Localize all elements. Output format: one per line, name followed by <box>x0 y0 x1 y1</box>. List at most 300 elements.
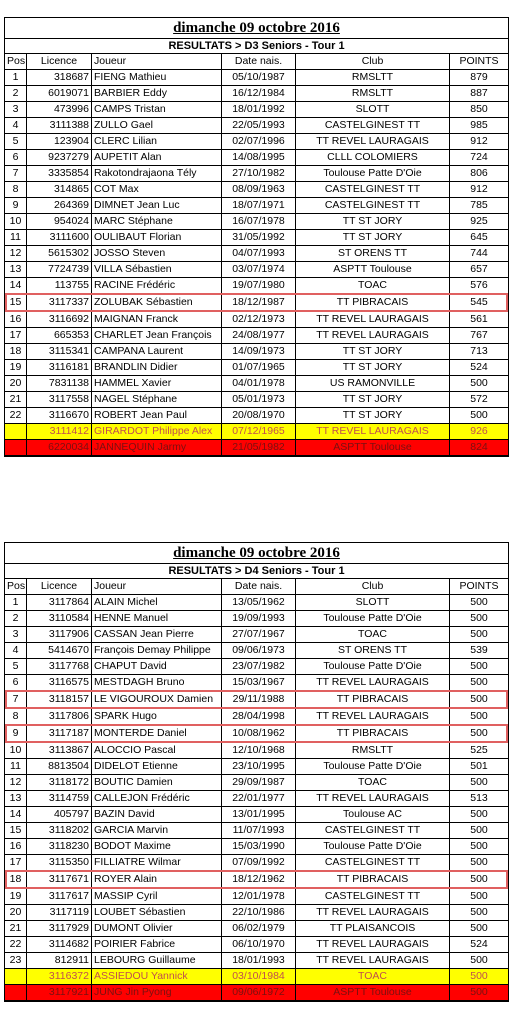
cell-licence: 3114682 <box>27 937 92 953</box>
cell-birthdate: 23/10/1995 <box>222 759 296 775</box>
cell-club: CASTELGINEST TT <box>296 182 450 198</box>
table-row <box>5 855 508 872</box>
cell-licence: 3117921 <box>27 985 92 1001</box>
cell-points: 879 <box>450 70 509 86</box>
cell-licence: 3118172 <box>27 775 92 791</box>
cell-birthdate: 27/07/1967 <box>222 627 296 643</box>
table-row <box>5 262 508 278</box>
cell-player-name: CLERC Lilian <box>92 134 222 150</box>
cell-club: CASTELGINEST TT <box>296 198 450 214</box>
cell-player-name: ZULLO Gael <box>92 118 222 134</box>
cell-birthdate: 24/08/1977 <box>222 328 296 344</box>
table-row <box>5 905 508 921</box>
cell-player-name: LOUBET Sébastien <box>92 905 222 921</box>
cell-club: CLLL COLOMIERS <box>296 150 450 166</box>
cell-pos: 7 <box>5 691 27 708</box>
cell-player-name: RACINE Frédéric <box>92 278 222 295</box>
table-row <box>5 985 508 1001</box>
cell-player-name: GARCIA Marvin <box>92 823 222 839</box>
cell-pos: 14 <box>5 278 27 295</box>
cell-points: 500 <box>450 775 509 791</box>
cell-player-name: MESTDAGH Bruno <box>92 675 222 692</box>
cell-points: 500 <box>450 408 509 424</box>
cell-licence: 9237279 <box>27 150 92 166</box>
cell-club: TT ST JORY <box>296 214 450 230</box>
cell-points: 785 <box>450 198 509 214</box>
cell-player-name: ROYER Alain <box>92 871 222 888</box>
cell-points: 713 <box>450 344 509 360</box>
table-row <box>5 392 508 408</box>
cell-pos: 12 <box>5 246 27 262</box>
cell-points: 545 <box>450 294 509 311</box>
cell-licence: 8813504 <box>27 759 92 775</box>
cell-birthdate: 15/03/1990 <box>222 839 296 855</box>
cell-birthdate: 28/04/1998 <box>222 708 296 725</box>
cell-player-name: Rakotondrajaona Tély <box>92 166 222 182</box>
table-row <box>5 150 508 166</box>
table-row <box>5 440 508 456</box>
cell-licence: 3115350 <box>27 855 92 872</box>
cell-club: TT REVEL LAURAGAIS <box>296 675 450 692</box>
cell-club: ST ORENS TT <box>296 643 450 659</box>
cell-club: Toulouse AC <box>296 807 450 823</box>
cell-points: 524 <box>450 360 509 376</box>
cell-licence: 3117187 <box>27 725 92 742</box>
cell-player-name: BAZIN David <box>92 807 222 823</box>
table-row <box>5 839 508 855</box>
cell-birthdate: 02/12/1973 <box>222 311 296 328</box>
cell-club: TT PLAISANCOIS <box>296 921 450 937</box>
cell-player-name: GIRARDOT Philippe Alex <box>92 424 222 440</box>
cell-club: ASPTT Toulouse <box>296 262 450 278</box>
cell-licence: 3117906 <box>27 627 92 643</box>
results-table <box>5 54 508 456</box>
cell-birthdate: 20/08/1970 <box>222 408 296 424</box>
cell-birthdate: 03/10/1984 <box>222 969 296 985</box>
cell-points: 513 <box>450 791 509 807</box>
cell-pos: 13 <box>5 791 27 807</box>
cell-club: TOAC <box>296 627 450 643</box>
cell-pos: 20 <box>5 905 27 921</box>
cell-player-name: SPARK Hugo <box>92 708 222 725</box>
header-licence: Licence <box>27 54 92 70</box>
cell-player-name: HAMMEL Xavier <box>92 376 222 392</box>
cell-points: 525 <box>450 742 509 759</box>
cell-pos: 23 <box>5 953 27 969</box>
cell-birthdate: 27/10/1982 <box>222 166 296 182</box>
table-row <box>5 166 508 182</box>
cell-points: 500 <box>450 691 509 708</box>
cell-pos: 11 <box>5 759 27 775</box>
cell-player-name: NAGEL Stéphane <box>92 392 222 408</box>
results-table <box>5 579 508 1001</box>
cell-club: TT REVEL LAURAGAIS <box>296 311 450 328</box>
cell-player-name: MASSIP Cyril <box>92 888 222 905</box>
cell-club: Toulouse Patte D'Oie <box>296 659 450 675</box>
cell-player-name: DUMONT Olivier <box>92 921 222 937</box>
cell-points: 657 <box>450 262 509 278</box>
cell-club: Toulouse Patte D'Oie <box>296 839 450 855</box>
cell-birthdate: 04/01/1978 <box>222 376 296 392</box>
cell-points: 500 <box>450 675 509 692</box>
cell-licence: 3117806 <box>27 708 92 725</box>
cell-pos: 2 <box>5 611 27 627</box>
cell-points: 500 <box>450 969 509 985</box>
table-row <box>5 611 508 627</box>
cell-points: 500 <box>450 888 509 905</box>
table-row <box>5 595 508 611</box>
cell-birthdate: 10/08/1962 <box>222 725 296 742</box>
cell-points: 912 <box>450 182 509 198</box>
cell-player-name: JOSSO Steven <box>92 246 222 262</box>
cell-licence: 3117617 <box>27 888 92 905</box>
table-row <box>5 659 508 675</box>
table-row <box>5 759 508 775</box>
cell-points: 500 <box>450 376 509 392</box>
cell-pos: 2 <box>5 86 27 102</box>
cell-points: 850 <box>450 102 509 118</box>
cell-birthdate: 05/01/1973 <box>222 392 296 408</box>
cell-pos: 20 <box>5 376 27 392</box>
table-header-row <box>5 54 508 70</box>
cell-points: 500 <box>450 871 509 888</box>
cell-pos: 19 <box>5 360 27 376</box>
cell-club: RMSLTT <box>296 86 450 102</box>
cell-club: TOAC <box>296 969 450 985</box>
cell-licence: 3116692 <box>27 311 92 328</box>
cell-club: Toulouse Patte D'Oie <box>296 166 450 182</box>
cell-pos: 1 <box>5 70 27 86</box>
cell-licence: 264369 <box>27 198 92 214</box>
cell-birthdate: 12/01/1978 <box>222 888 296 905</box>
table-row <box>5 230 508 246</box>
cell-licence: 405797 <box>27 807 92 823</box>
cell-licence: 3117558 <box>27 392 92 408</box>
cell-points: 500 <box>450 839 509 855</box>
cell-pos: 5 <box>5 134 27 150</box>
cell-player-name: CHARLET Jean François <box>92 328 222 344</box>
cell-licence: 812911 <box>27 953 92 969</box>
cell-points: 645 <box>450 230 509 246</box>
cell-points: 500 <box>450 921 509 937</box>
cell-player-name: MONTERDE Daniel <box>92 725 222 742</box>
cell-club: TT PIBRACAIS <box>296 725 450 742</box>
cell-birthdate: 02/07/1996 <box>222 134 296 150</box>
cell-licence: 3118202 <box>27 823 92 839</box>
table-row <box>5 102 508 118</box>
cell-birthdate: 09/06/1973 <box>222 643 296 659</box>
cell-licence: 3117768 <box>27 659 92 675</box>
cell-birthdate: 13/01/1995 <box>222 807 296 823</box>
cell-birthdate: 22/01/1977 <box>222 791 296 807</box>
cell-licence: 3117671 <box>27 871 92 888</box>
cell-club: Toulouse Patte D'Oie <box>296 759 450 775</box>
cell-club: TT ST JORY <box>296 230 450 246</box>
cell-birthdate: 18/07/1971 <box>222 198 296 214</box>
table-row <box>5 775 508 791</box>
cell-birthdate: 19/07/1980 <box>222 278 296 295</box>
cell-pos: 9 <box>5 198 27 214</box>
cell-points: 539 <box>450 643 509 659</box>
cell-birthdate: 29/11/1988 <box>222 691 296 708</box>
cell-points: 561 <box>450 311 509 328</box>
cell-licence: 6220034 <box>27 440 92 456</box>
cell-club: SLOTT <box>296 102 450 118</box>
cell-licence: 3116575 <box>27 675 92 692</box>
cell-pos: 21 <box>5 392 27 408</box>
table-row <box>5 214 508 230</box>
cell-points: 500 <box>450 953 509 969</box>
cell-points: 500 <box>450 985 509 1001</box>
cell-pos: 8 <box>5 708 27 725</box>
table-row <box>5 408 508 424</box>
cell-birthdate: 05/10/1987 <box>222 70 296 86</box>
table-row <box>5 742 508 759</box>
cell-licence: 123904 <box>27 134 92 150</box>
cell-club: TT PIBRACAIS <box>296 294 450 311</box>
table-row <box>5 791 508 807</box>
table-row <box>5 134 508 150</box>
cell-licence: 3118230 <box>27 839 92 855</box>
sheet-subtitle: RESULTATS > D4 Seniors - Tour 1 <box>5 564 508 579</box>
header-player: Joueur <box>92 54 222 70</box>
cell-points: 500 <box>450 905 509 921</box>
cell-birthdate: 01/07/1965 <box>222 360 296 376</box>
cell-pos: 15 <box>5 823 27 839</box>
cell-pos <box>5 985 27 1001</box>
results-sheet-d3 <box>4 17 509 457</box>
cell-points: 744 <box>450 246 509 262</box>
cell-birthdate: 31/05/1992 <box>222 230 296 246</box>
cell-licence: 6019071 <box>27 86 92 102</box>
cell-player-name: CALLEJON Frédéric <box>92 791 222 807</box>
cell-club: TT REVEL LAURAGAIS <box>296 953 450 969</box>
cell-points: 500 <box>450 807 509 823</box>
cell-player-name: ALAIN Michel <box>92 595 222 611</box>
cell-licence: 3113867 <box>27 742 92 759</box>
table-header-row <box>5 579 508 595</box>
cell-club: TT PIBRACAIS <box>296 871 450 888</box>
cell-club: CASTELGINEST TT <box>296 118 450 134</box>
cell-licence: 3117929 <box>27 921 92 937</box>
cell-club: TT REVEL LAURAGAIS <box>296 424 450 440</box>
table-row <box>5 278 508 295</box>
cell-points: 501 <box>450 759 509 775</box>
table-row <box>5 328 508 344</box>
cell-pos: 13 <box>5 262 27 278</box>
cell-licence: 3111600 <box>27 230 92 246</box>
cell-player-name: BODOT Maxime <box>92 839 222 855</box>
table-row <box>5 294 508 311</box>
cell-pos: 12 <box>5 775 27 791</box>
cell-licence: 3111412 <box>27 424 92 440</box>
cell-birthdate: 04/07/1993 <box>222 246 296 262</box>
cell-player-name: JUNG Jin Pyong <box>92 985 222 1001</box>
cell-club: Toulouse Patte D'Oie <box>296 611 450 627</box>
cell-birthdate: 21/05/1982 <box>222 440 296 456</box>
cell-player-name: ZOLUBAK Sébastien <box>92 294 222 311</box>
table-row <box>5 311 508 328</box>
header-licence: Licence <box>27 579 92 595</box>
cell-licence: 3116181 <box>27 360 92 376</box>
cell-points: 925 <box>450 214 509 230</box>
header-pos: Pos <box>5 579 27 595</box>
cell-birthdate: 07/09/1992 <box>222 855 296 872</box>
table-row <box>5 888 508 905</box>
cell-licence: 3335854 <box>27 166 92 182</box>
cell-birthdate: 12/10/1968 <box>222 742 296 759</box>
cell-birthdate: 14/09/1973 <box>222 344 296 360</box>
cell-player-name: ROBERT Jean Paul <box>92 408 222 424</box>
cell-player-name: JANNEQUIN Jarmy <box>92 440 222 456</box>
cell-birthdate: 18/01/1992 <box>222 102 296 118</box>
cell-player-name: DIMNET Jean Luc <box>92 198 222 214</box>
cell-club: TT REVEL LAURAGAIS <box>296 134 450 150</box>
cell-birthdate: 18/12/1987 <box>222 294 296 311</box>
cell-player-name: BARBIER Eddy <box>92 86 222 102</box>
cell-birthdate: 19/09/1993 <box>222 611 296 627</box>
sheet-date-title: dimanche 09 octobre 2016 <box>5 18 508 39</box>
cell-club: TT REVEL LAURAGAIS <box>296 937 450 953</box>
cell-pos: 17 <box>5 855 27 872</box>
cell-pos <box>5 969 27 985</box>
header-player: Joueur <box>92 579 222 595</box>
cell-pos: 5 <box>5 659 27 675</box>
cell-player-name: POIRIER Fabrice <box>92 937 222 953</box>
cell-club: TT ST JORY <box>296 392 450 408</box>
cell-licence: 3118157 <box>27 691 92 708</box>
cell-licence: 473996 <box>27 102 92 118</box>
cell-player-name: CAMPANA Laurent <box>92 344 222 360</box>
cell-birthdate: 11/07/1993 <box>222 823 296 839</box>
cell-pos: 16 <box>5 839 27 855</box>
cell-club: RMSLTT <box>296 70 450 86</box>
header-club: Club <box>296 579 450 595</box>
cell-licence: 5615302 <box>27 246 92 262</box>
cell-pos: 15 <box>5 294 27 311</box>
cell-points: 500 <box>450 595 509 611</box>
cell-birthdate: 16/12/1984 <box>222 86 296 102</box>
header-birthdate: Date nais. <box>222 579 296 595</box>
cell-player-name: LEBOURG Guillaume <box>92 953 222 969</box>
cell-points: 500 <box>450 708 509 725</box>
table-row <box>5 871 508 888</box>
cell-birthdate: 06/02/1979 <box>222 921 296 937</box>
cell-player-name: LE VIGOUROUX Damien <box>92 691 222 708</box>
table-row <box>5 246 508 262</box>
table-row <box>5 691 508 708</box>
cell-club: TT REVEL LAURAGAIS <box>296 328 450 344</box>
cell-player-name: BRANDLIN Didier <box>92 360 222 376</box>
cell-club: TT ST JORY <box>296 408 450 424</box>
cell-club: TT PIBRACAIS <box>296 691 450 708</box>
cell-points: 926 <box>450 424 509 440</box>
cell-club: TT REVEL LAURAGAIS <box>296 905 450 921</box>
table-row <box>5 182 508 198</box>
cell-points: 767 <box>450 328 509 344</box>
table-row <box>5 627 508 643</box>
cell-birthdate: 18/12/1962 <box>222 871 296 888</box>
cell-player-name: VILLA Sébastien <box>92 262 222 278</box>
table-row <box>5 708 508 725</box>
cell-player-name: CHAPUT David <box>92 659 222 675</box>
cell-pos: 18 <box>5 871 27 888</box>
cell-pos: 8 <box>5 182 27 198</box>
header-points: POINTS <box>450 579 509 595</box>
table-row <box>5 643 508 659</box>
cell-club: ST ORENS TT <box>296 246 450 262</box>
cell-points: 500 <box>450 855 509 872</box>
cell-points: 500 <box>450 611 509 627</box>
table-row <box>5 118 508 134</box>
cell-player-name: OULIBAUT Florian <box>92 230 222 246</box>
cell-pos: 18 <box>5 344 27 360</box>
cell-pos: 21 <box>5 921 27 937</box>
table-row <box>5 807 508 823</box>
cell-player-name: BOUTIC Damien <box>92 775 222 791</box>
header-birthdate: Date nais. <box>222 54 296 70</box>
cell-points: 824 <box>450 440 509 456</box>
table-row <box>5 360 508 376</box>
cell-pos: 4 <box>5 643 27 659</box>
cell-points: 576 <box>450 278 509 295</box>
cell-licence: 3116670 <box>27 408 92 424</box>
cell-club: TT ST JORY <box>296 344 450 360</box>
header-pos: Pos <box>5 54 27 70</box>
cell-player-name: ALOCCIO Pascal <box>92 742 222 759</box>
cell-player-name: MAIGNAN Franck <box>92 311 222 328</box>
cell-points: 806 <box>450 166 509 182</box>
cell-club: RMSLTT <box>296 742 450 759</box>
cell-licence: 5414670 <box>27 643 92 659</box>
cell-pos: 6 <box>5 675 27 692</box>
cell-club: ASPTT Toulouse <box>296 985 450 1001</box>
cell-points: 572 <box>450 392 509 408</box>
header-points: POINTS <box>450 54 509 70</box>
cell-player-name: DIDELOT Etienne <box>92 759 222 775</box>
cell-licence: 954024 <box>27 214 92 230</box>
cell-licence: 3117864 <box>27 595 92 611</box>
cell-licence: 3111388 <box>27 118 92 134</box>
cell-pos: 17 <box>5 328 27 344</box>
cell-birthdate: 09/06/1972 <box>222 985 296 1001</box>
cell-birthdate: 16/07/1978 <box>222 214 296 230</box>
cell-club: TT REVEL LAURAGAIS <box>296 708 450 725</box>
cell-player-name: FILLIATRE Wilmar <box>92 855 222 872</box>
cell-player-name: AUPETIT Alan <box>92 150 222 166</box>
cell-birthdate: 03/07/1974 <box>222 262 296 278</box>
cell-club: CASTELGINEST TT <box>296 888 450 905</box>
cell-player-name: HENNE Manuel <box>92 611 222 627</box>
cell-player-name: FIENG Mathieu <box>92 70 222 86</box>
cell-licence: 113755 <box>27 278 92 295</box>
cell-pos: 10 <box>5 742 27 759</box>
cell-licence: 3116372 <box>27 969 92 985</box>
cell-pos: 14 <box>5 807 27 823</box>
results-sheet-d4 <box>4 542 509 1002</box>
cell-player-name: MARC Stéphane <box>92 214 222 230</box>
cell-club: TT ST JORY <box>296 360 450 376</box>
cell-pos <box>5 440 27 456</box>
cell-licence: 3117337 <box>27 294 92 311</box>
cell-pos: 4 <box>5 118 27 134</box>
cell-pos: 22 <box>5 937 27 953</box>
cell-birthdate: 08/09/1963 <box>222 182 296 198</box>
cell-licence: 7724739 <box>27 262 92 278</box>
cell-licence: 665353 <box>27 328 92 344</box>
table-row <box>5 376 508 392</box>
cell-licence: 314865 <box>27 182 92 198</box>
